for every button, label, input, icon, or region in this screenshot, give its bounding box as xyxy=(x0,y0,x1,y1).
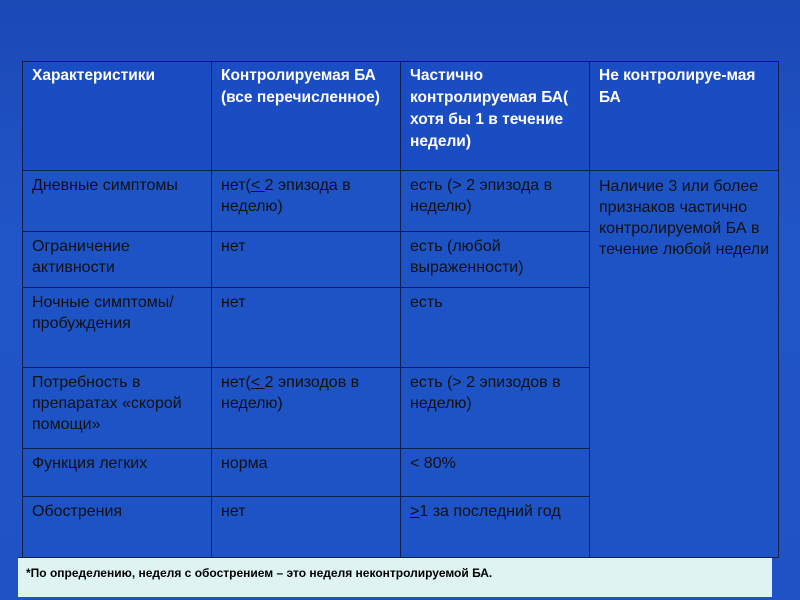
controlled-cell xyxy=(212,171,401,232)
partial-cell: есть (> 2 эпизодов в неделю) xyxy=(401,368,590,449)
table-row xyxy=(23,171,779,232)
cell-text: > xyxy=(410,503,420,520)
partial-cell: < 80% xyxy=(401,449,590,497)
cell-text: 2 эпизодов в неделю) xyxy=(221,374,360,412)
controlled-cell xyxy=(212,368,401,449)
row-label: Ночные симптомы/ пробуждения xyxy=(23,288,212,368)
uncontrolled-criteria-cell: Наличие 3 или более признаков частично контролируемой БА в течение любой недели xyxy=(590,171,779,558)
cell-text: < xyxy=(250,177,265,194)
header-partially-controlled: Частично контролируемая БА( хотя бы 1 в течение недели) xyxy=(401,62,590,171)
footnote: *По определению, неделя с обострением – это неделя неконтролируемой БА. xyxy=(18,557,772,597)
partial-cell xyxy=(401,497,590,558)
header-characteristics: Характеристики xyxy=(23,62,212,171)
header-controlled: Контролируемая БА (все перечисленное) xyxy=(212,62,401,171)
cell-text: 1 за последний год xyxy=(419,503,561,520)
asthma-control-table xyxy=(22,61,779,558)
table-header-row xyxy=(23,62,779,171)
controlled-cell: нет xyxy=(212,497,401,558)
row-label: Обострения xyxy=(23,497,212,558)
row-label: Функция легких xyxy=(23,449,212,497)
header-uncontrolled: Не контролируе-мая БА xyxy=(590,62,779,171)
row-label: Дневные симптомы xyxy=(23,171,212,232)
controlled-cell: нет xyxy=(212,288,401,368)
partial-cell: есть (любой выраженности) xyxy=(401,232,590,288)
cell-text: < xyxy=(250,374,265,391)
controlled-cell: норма xyxy=(212,449,401,497)
partial-cell: есть xyxy=(401,288,590,368)
row-label: Потребность в препаратах «скорой помощи» xyxy=(23,368,212,449)
cell-text: нет( xyxy=(221,374,251,391)
partial-cell: есть (> 2 эпизода в неделю) xyxy=(401,171,590,232)
row-label: Ограничение активности xyxy=(23,232,212,288)
controlled-cell: нет xyxy=(212,232,401,288)
cell-text: 2 эпизода в неделю) xyxy=(221,177,351,215)
cell-text: нет( xyxy=(221,177,251,194)
